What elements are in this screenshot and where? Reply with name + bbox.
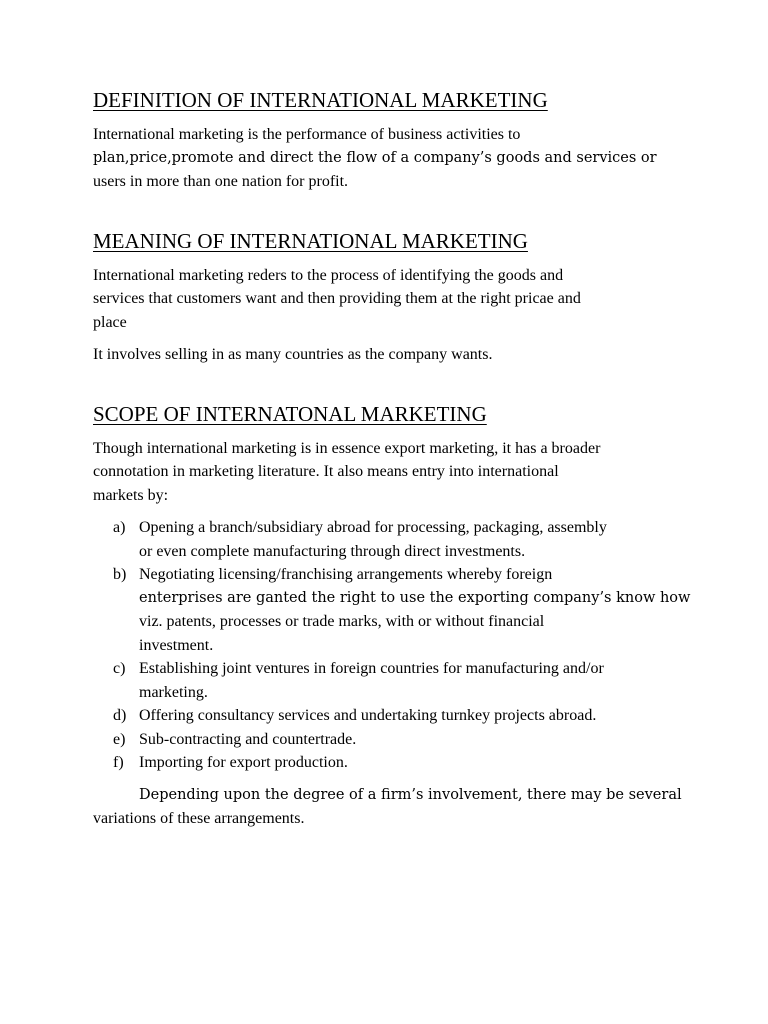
section-heading-definition: DEFINITION OF INTERNATIONAL MARKETING: [93, 88, 548, 112]
text-line: place: [93, 313, 127, 331]
text-line: Offering consultancy services and undertaking turnkey projects abroad.: [139, 707, 597, 724]
text-line: International marketing reders to the process of identifying the goods and: [93, 266, 564, 284]
text-line: services that customers want and then providing them at the right pricae and: [93, 290, 581, 307]
text-line: It involves selling in as many countries as the company wants.: [93, 346, 493, 363]
list-marker: f): [113, 754, 124, 771]
list-item: [93, 516, 693, 563]
list-item: [93, 704, 693, 728]
text-line: enterprises are ganted the right to use the exporting company’s know how: [139, 589, 691, 606]
scope-closing-paragraph: [93, 784, 693, 831]
text-line: Opening a branch/subsidiary abroad for processing, packaging, assembly: [139, 519, 607, 536]
text-line: International marketing is the performance of business activities to: [93, 126, 521, 143]
list-marker: d): [113, 707, 127, 724]
text-line: Though international marketing is in essence export marketing, it has a broader: [93, 439, 601, 457]
list-marker: a): [113, 519, 126, 536]
text-line: users in more than one nation for profit.: [93, 173, 349, 190]
list-item: [93, 728, 693, 752]
text-line: Negotiating licensing/franchising arrangements whereby foreign: [139, 566, 553, 583]
text-line: Sub-contracting and countertrade.: [139, 730, 357, 748]
text-line: variations of these arrangements.: [93, 810, 305, 827]
text-line: plan,price,promote and direct the flow of a company’s goods and services or: [93, 149, 657, 166]
text-line: markets by:: [93, 486, 169, 504]
text-line: Depending upon the degree of a firm’s involvement, there may be several: [139, 786, 682, 803]
text-line: investment.: [139, 636, 214, 654]
list-marker: c): [113, 660, 126, 677]
list-item: [93, 563, 693, 657]
document-page: [93, 86, 693, 831]
scope-intro-paragraph: [93, 437, 693, 508]
section-heading-scope: SCOPE OF INTERNATONAL MARKETING: [93, 401, 487, 426]
meaning-paragraph-2: [93, 343, 693, 367]
list-marker: b): [113, 566, 127, 583]
list-marker: e): [113, 730, 126, 748]
list-item: [93, 657, 693, 704]
text-line: marketing.: [139, 683, 208, 701]
text-line: connotation in marketing literature. It also means entry into international: [93, 463, 559, 480]
text-line: viz. patents, processes or trade marks, with or without financial: [139, 613, 545, 630]
text-line: Establishing joint ventures in foreign countries for manufacturing and/or: [139, 660, 604, 677]
scope-list: [93, 516, 693, 775]
definition-paragraph: [93, 123, 693, 194]
meaning-paragraph: [93, 264, 693, 335]
text-line: Importing for export production.: [139, 754, 348, 771]
list-item: [93, 751, 693, 775]
text-line: or even complete manufacturing through direct investments.: [139, 542, 526, 560]
section-heading-meaning: MEANING OF INTERNATIONAL MARKETING: [93, 228, 528, 253]
